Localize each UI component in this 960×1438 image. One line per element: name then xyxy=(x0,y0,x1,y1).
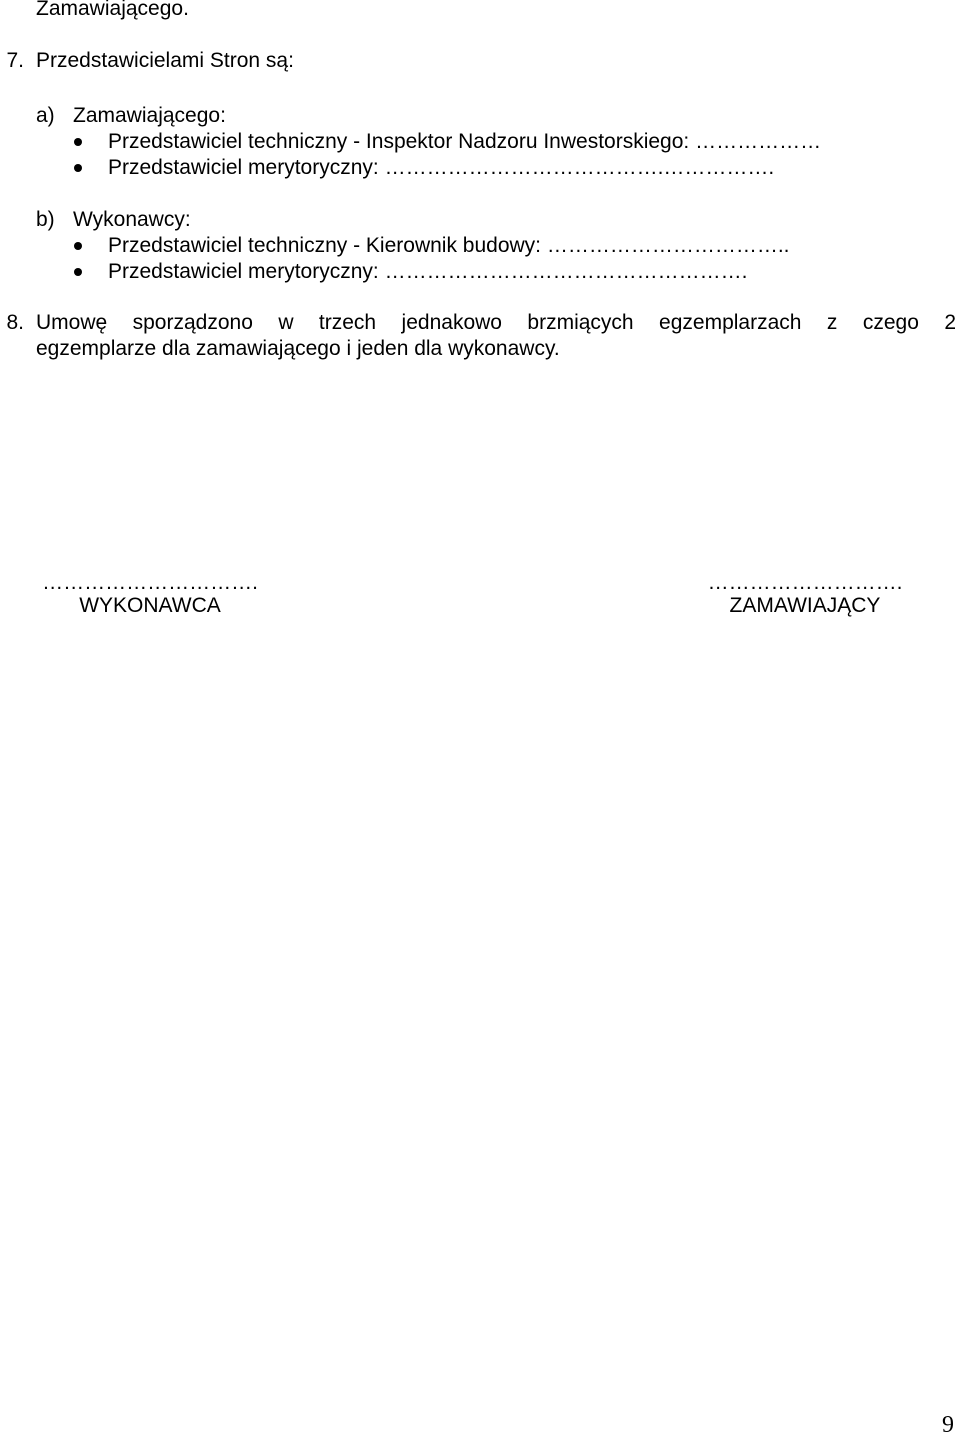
subsection-a-label: a) xyxy=(36,104,55,127)
subsection-a-title: Zamawiającego: xyxy=(73,104,226,127)
bullet-icon xyxy=(74,138,82,146)
bullet-icon xyxy=(74,268,82,276)
signature-left-label: WYKONAWCA xyxy=(79,594,221,617)
section-7-number: 7. xyxy=(6,49,24,72)
signature-right-dots: ………………………. xyxy=(707,571,903,594)
signature-left-dots: …………………………. xyxy=(42,571,258,594)
subsection-b-label: b) xyxy=(36,208,55,231)
section-8-line-1: Umowę sporządzono w trzech jednakowo brzmiących egzemplarzach z czego 2 xyxy=(36,311,956,334)
list-item: Przedstawiciel techniczny - Kierownik budowy: …………………………….. xyxy=(108,233,790,259)
page-number: 9 xyxy=(942,1412,954,1438)
header-continuation: Zamawiającego. xyxy=(36,0,189,20)
list-item: Przedstawiciel techniczny - Inspektor Nadzoru Inwestorskiego: ……………… xyxy=(108,129,821,155)
section-7-title: Przedstawicielami Stron są: xyxy=(36,49,294,72)
list-item: Przedstawiciel merytoryczny: ………………………………….……………. xyxy=(108,155,774,181)
bullet-icon xyxy=(74,164,82,172)
section-8-line-2: egzemplarze dla zamawiającego i jeden dla wykonawcy. xyxy=(36,337,560,360)
section-8-number: 8. xyxy=(6,311,24,334)
list-item: Przedstawiciel merytoryczny: ……………………………………………. xyxy=(108,259,747,285)
signature-right-label: ZAMAWIAJĄCY xyxy=(729,594,881,617)
subsection-b-title: Wykonawcy: xyxy=(73,208,191,231)
bullet-icon xyxy=(74,242,82,250)
